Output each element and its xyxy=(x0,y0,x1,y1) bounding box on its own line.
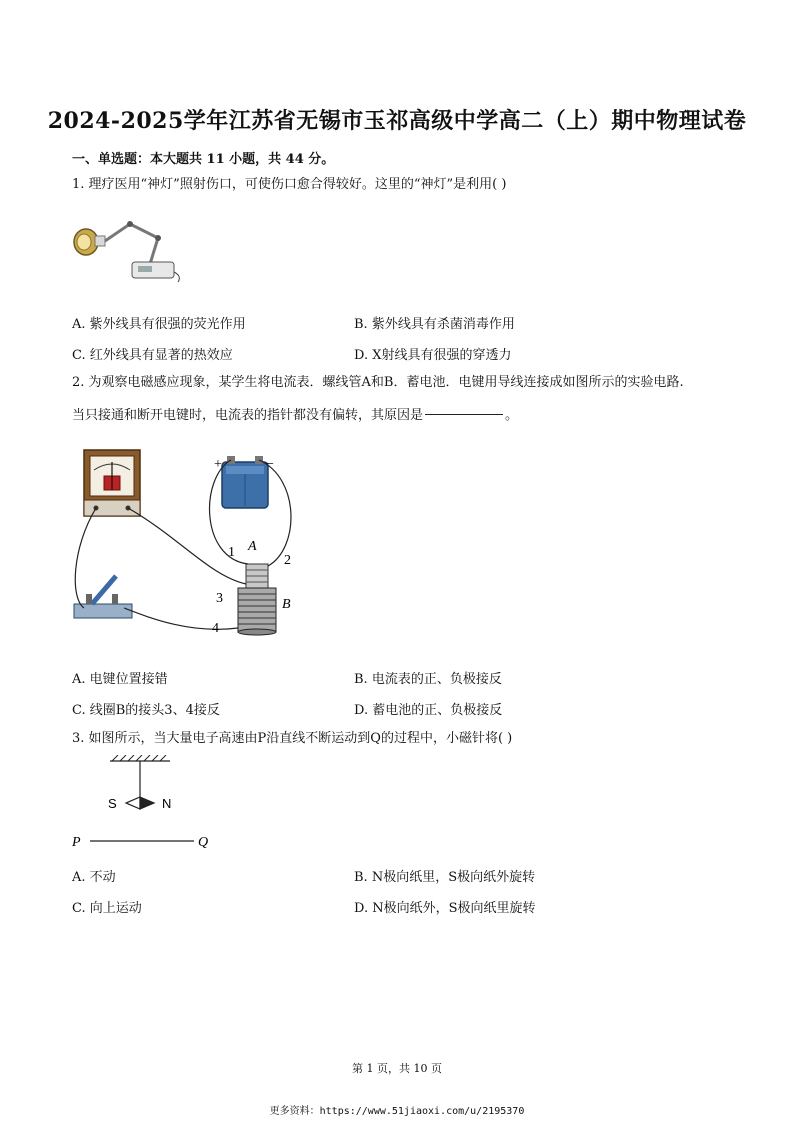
lamp-joint xyxy=(155,235,161,241)
q2-option-d[interactable]: D. 蓄电池的正、负极接反 xyxy=(354,703,503,718)
q3-option-a[interactable]: A. 不动 xyxy=(72,870,116,885)
lamp-panel xyxy=(138,266,152,272)
terminal-2-label: 2 xyxy=(284,553,291,568)
lamp-neck xyxy=(95,236,105,246)
terminal-1-label: 1 xyxy=(228,545,235,560)
s-pole-label: S xyxy=(108,796,117,811)
q1-option-b[interactable]: B. 紫外线具有杀菌消毒作用 xyxy=(354,317,515,332)
lamp-lens xyxy=(77,234,91,250)
coil-b xyxy=(238,588,276,632)
switch-contact xyxy=(86,594,92,604)
more-resources-link[interactable]: 更多资料：https://www.51jiaoxi.com/u/2195370 xyxy=(269,1106,525,1117)
question-3-stem: 3. 如图所示，当大量电子高速由P沿直线不断运动到Q的过程中，小磁针将( ) xyxy=(72,731,513,746)
q1-option-c[interactable]: C. 红外线具有显著的热效应 xyxy=(72,348,233,363)
n-pole-label: N xyxy=(162,796,172,811)
q2-option-a[interactable]: A. 电键位置接错 xyxy=(72,672,168,687)
q3-option-b[interactable]: B. N极向纸里，S极向纸外旋转 xyxy=(354,870,536,885)
lamp-cord xyxy=(174,272,179,282)
point-q-label: Q xyxy=(198,835,209,850)
question-1-stem: 1. 理疗医用“神灯”照射伤口，可使伤口愈合得较好。这里的“神灯”是利用( ) xyxy=(72,177,507,192)
exam-title: 2024-2025学年江苏省无锡市玉祁高级中学高二（上）期中物理试卷 xyxy=(47,108,747,134)
switch-contact xyxy=(112,594,118,604)
page-number: 第 1 页，共 10 页 xyxy=(352,1062,442,1075)
section-heading: 一、单选题：本大题共 11 小题，共 44 分。 xyxy=(72,152,335,167)
question-2-stem-line2 xyxy=(72,405,518,427)
healing-lamp-image xyxy=(70,214,185,284)
lamp-arm-lower xyxy=(150,238,158,264)
q2-option-b[interactable]: B. 电流表的正、负极接反 xyxy=(354,672,502,687)
circuit-diagram xyxy=(70,448,310,648)
battery-plus-label: + xyxy=(214,457,222,472)
coil-b-label: B xyxy=(282,597,291,612)
needle-s-pole xyxy=(126,797,140,809)
q1-option-a[interactable]: A. 紫外线具有很强的荧光作用 xyxy=(72,317,246,332)
q2-option-c[interactable]: C. 线圈B的接头3、4接反 xyxy=(72,703,220,718)
q3-option-d[interactable]: D. N极向纸外，S极向纸里旋转 xyxy=(354,901,536,916)
question-2-stem-text: 当只接通和断开电键时，电流表的指针都没有偏转，其原因是 xyxy=(72,408,424,423)
q1-option-d[interactable]: D. X射线具有很强的穿透力 xyxy=(354,348,512,363)
coil-a-label: A xyxy=(248,539,257,554)
question-2-stem-line1: 2. 为观察电磁感应现象，某学生将电流表．螺线管A和B．蓄电池．电键用导线连接成如图所示的实验电路. xyxy=(72,375,684,390)
battery-top xyxy=(226,466,264,474)
q3-option-c[interactable]: C. 向上运动 xyxy=(72,901,142,916)
ceiling-hatch xyxy=(112,755,166,761)
compass-needle-diagram xyxy=(70,755,220,855)
battery-minus-label: − xyxy=(266,457,274,472)
terminal-4-label: 4 xyxy=(212,621,219,636)
lamp-joint xyxy=(127,221,133,227)
answer-blank[interactable] xyxy=(425,414,503,415)
question-2-stem-end: 。 xyxy=(505,408,519,423)
point-p-label: P xyxy=(72,835,81,850)
terminal-3-label: 3 xyxy=(216,591,223,606)
needle-n-pole xyxy=(140,797,154,809)
